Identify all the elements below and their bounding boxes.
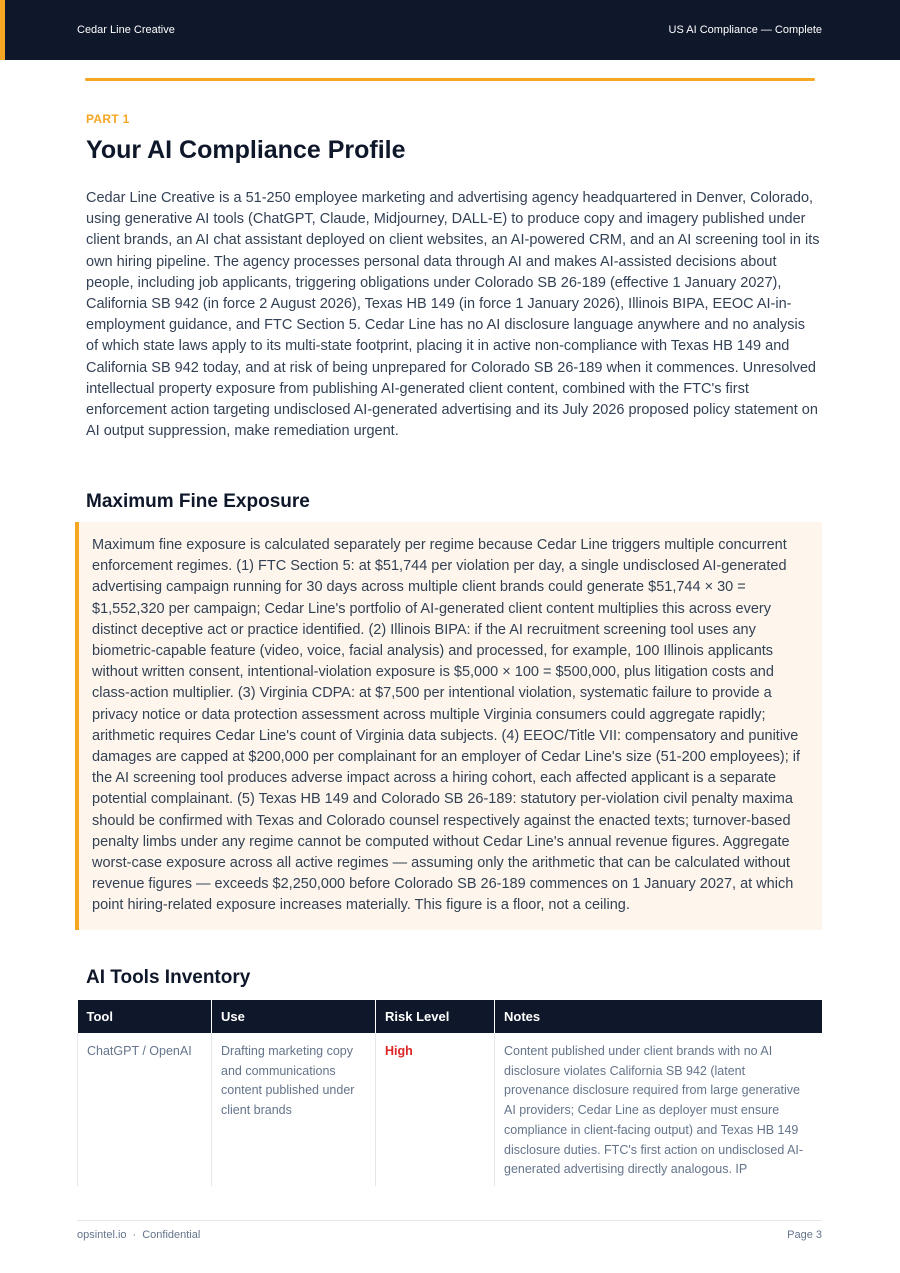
footer-left <box>77 1229 200 1241</box>
column-header-use: Use <box>212 1000 376 1033</box>
column-header-notes: Notes <box>495 1000 823 1033</box>
part-label: PART 1 <box>86 112 130 126</box>
header-accent-stripe <box>0 0 5 60</box>
tools-inventory-table <box>77 1000 822 1186</box>
header-bar <box>0 0 900 60</box>
table-header-row <box>78 1000 823 1033</box>
cell-use: Drafting marketing copy and communications content published under client brands <box>212 1033 376 1186</box>
fine-exposure-callout <box>75 522 822 930</box>
footer-classification: Confidential <box>142 1229 201 1241</box>
cell-tool: ChatGPT / OpenAI <box>78 1033 212 1186</box>
fine-exposure-heading: Maximum Fine Exposure <box>86 491 310 512</box>
fine-exposure-text: Maximum fine exposure is calculated separately per regime because Cedar Line triggers multiple concurrent enforcement regimes. (1) FTC Section 5: at $51,744 per violation per day, a single undisclosed AI-generated advertising campaign running for 30 days across multiple client brands could generate $51,744 × 30 = $1,552,320 per campaign; Cedar Line's portfolio of AI-generated client content multiplies this across every distinct deceptive act or practice identified. (2) Illinois BIPA: if the AI recruitment screening tool uses any biometric-capable feature (video, voice, facial analysis) and processed, for example, 100 Illinois applicants without written consent, intentional-violation exposure is $5,000 × 100 = $500,000, plus litigation costs and class-action multiplier. (3) Virginia CDPA: at $7,500 per intentional violation, systematic failure to provide a privacy notice or data protection assessment across multiple Virginia consumers could aggregate rapidly; arithmetic requires Cedar Line's count of Virginia data subjects. (4) EEOC/Title VII: compensatory and punitive damages are capped at $200,000 per complainant for an employer of Cedar Line's size (51-200 employees); if the AI screening tool produces adverse impact across a hiring cohort, each affected applicant is a separate potential complainant. (5) Texas HB 149 and Colorado SB 26-189: statutory per-violation civil penalty maxima should be confirmed with Texas and Colorado counsel respectively against the enacted texts; turnover-based penalty limbs under any regime cannot be computed without Cedar Line's annual revenue figures. Aggregate worst-case exposure across all active regimes — assuming only the arithmetic that can be calculated without revenue figures — exceeds $2,250,000 before Colorado SB 26-189 commences on 1 January 2027, at which point hiring-related exposure increases materially. This figure is a floor, not a ceiling. <box>92 537 801 914</box>
report-title: US AI Compliance — Complete <box>668 24 822 36</box>
column-header-tool: Tool <box>78 1000 212 1033</box>
intro-paragraph: Cedar Line Creative is a 51-250 employee marketing and advertising agency headquartered in Denver, Colorado, using generative AI tools (ChatGPT, Claude, Midjourney, DALL-E) to produce copy and imagery published under client brands, an AI chat assistant deployed on client websites, an AI-powered CRM, and an AI screening tool in its own hiring pipeline. The agency processes personal data through AI and makes AI-assisted decisions about people, including job applicants, triggering obligations under Colorado SB 26-189 (effective 1 January 2027), California SB 942 (in force 2 August 2026), Texas HB 149 (in force 1 January 2026), Illinois BIPA, EEOC AI-in-employment guidance, and FTC Section 5. Cedar Line has no AI disclosure language anywhere and no analysis of which state laws apply to its multi-state footprint, placing it in active non-compliance with Texas HB 149 and California SB 942 today, and at risk of being unprepared for Colorado SB 26-189 when it commences. Unresolved intellectual property exposure from publishing AI-generated client content, combined with the FTC's first enforcement action targeting undisclosed AI-generated advertising and its July 2026 proposed policy statement on AI output suppression, make remediation urgent. <box>86 190 820 440</box>
cell-notes: Content published under client brands with no AI disclosure violates California SB 942 (latent provenance disclosure required from large generative AI providers; Cedar Line as deployer must ensure compliance in client-facing output) and Texas HB 149 disclosure duties. FTC's first action on undisclosed AI-generated advertising directly analogous. IP <box>495 1033 823 1186</box>
footer-divider <box>77 1220 822 1221</box>
footer-site: opsintel.io <box>77 1229 127 1241</box>
tools-inventory-heading: AI Tools Inventory <box>86 967 251 988</box>
footer-separator: · <box>132 1229 137 1241</box>
company-name: Cedar Line Creative <box>77 24 175 36</box>
page-title: Your AI Compliance Profile <box>86 136 406 164</box>
callout-accent-bar <box>75 522 79 930</box>
section-divider <box>85 78 815 81</box>
cell-risk-level: High <box>376 1033 495 1186</box>
column-header-risk-level: Risk Level <box>376 1000 495 1033</box>
page-number: Page 3 <box>787 1229 822 1241</box>
tools-inventory-table-wrapper <box>77 1000 822 1186</box>
table-row <box>78 1033 823 1186</box>
